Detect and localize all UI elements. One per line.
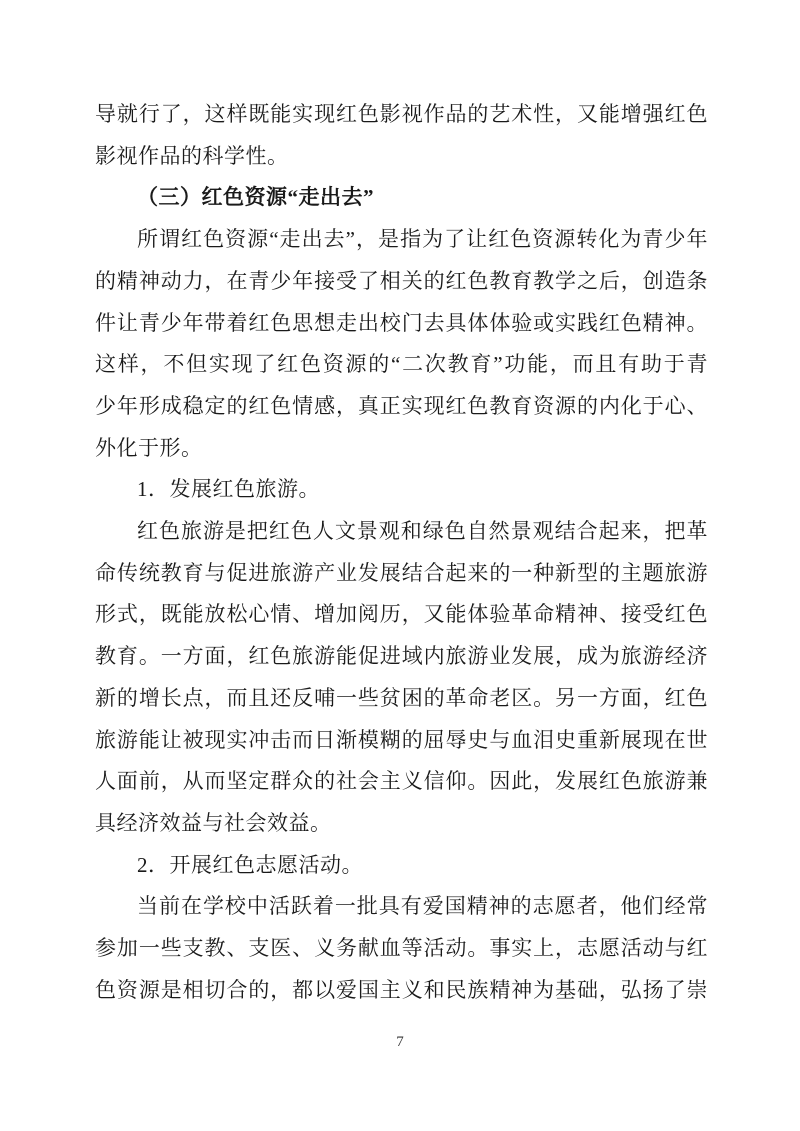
document-body [95,94,708,1011]
text-line: 件让青少年带着红色思想走出校门去具体体验或实践红色精神。 [95,310,708,335]
page-number: 7 [396,1034,404,1050]
text-line: 教育。一方面，红色旅游能促进域内旅游业发展，成为旅游经济 [95,644,708,669]
text-line: 参加一些支教、支医、义务献血等活动。事实上，志愿活动与红 [95,936,708,961]
sub-heading: 2．开展红色志愿活动。 [137,852,363,877]
text-line: 形式，既能放松心情、增加阅历，又能体验革命精神、接受红色 [95,602,708,627]
text-line: 少年形成稳定的红色情感，真正实现红色教育资源的内化于心、 [95,393,708,418]
text-line: 旅游能让被现实冲击而日渐模糊的屈辱史与血泪史重新展现在世 [95,727,708,752]
text-line: 命传统教育与促进旅游产业发展结合起来的一种新型的主题旅游 [95,560,708,585]
text-line: 当前在学校中活跃着一批具有爱国精神的志愿者，他们经常 [137,894,708,919]
text-line: 色资源是相切合的，都以爱国主义和民族精神为基础，弘扬了崇 [95,977,708,1002]
sub-heading: 1．发展红色旅游。 [137,477,320,502]
text-line: 外化于形。 [95,435,203,460]
text-line: 这样，不但实现了红色资源的“二次教育”功能，而且有助于青 [95,352,708,377]
section-heading: （三）红色资源“走出去” [137,185,374,210]
text-line: 红色旅游是把红色人文景观和绿色自然景观结合起来，把革 [137,519,708,544]
text-line: 影视作品的科学性。 [95,143,289,168]
text-line: 的精神动力，在青少年接受了相关的红色教育教学之后，创造条 [95,268,708,293]
text-line: 具经济效益与社会效益。 [95,810,332,835]
text-line: 人面前，从而坚定群众的社会主义信仰。因此，发展红色旅游兼 [95,769,708,794]
text-line: 新的增长点，而且还反哺一些贫困的革命老区。另一方面，红色 [95,685,708,710]
text-line: 导就行了，这样既能实现红色影视作品的艺术性，又能增强红色 [95,102,708,126]
text-line: 所谓红色资源“走出去”，是指为了让红色资源转化为青少年 [137,227,708,252]
